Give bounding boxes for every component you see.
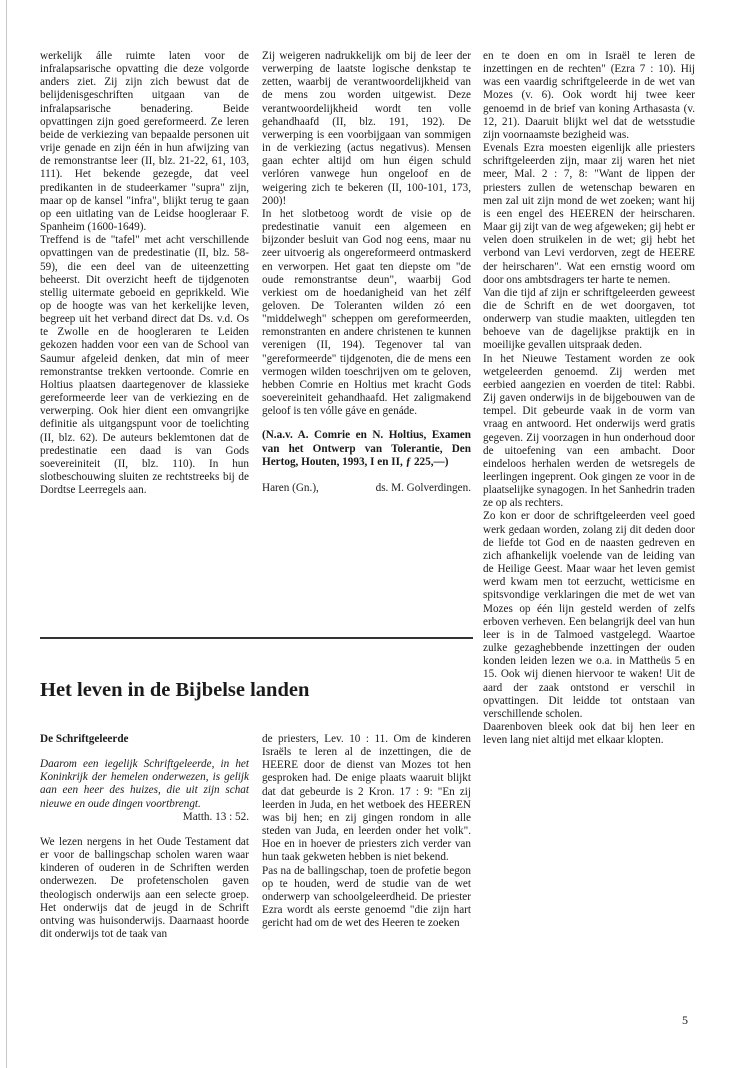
paragraph: Van die tijd af zijn er schriftgeleerden geweest die de Schrift en de wet doorgaven, tot onderwerp van studie maakten, uitlegden ten behoeve van de dagelijkse praktijk en in moeilijke gevallen uitspraak deden. (483, 286, 695, 352)
right-column (483, 50, 695, 1030)
section-divider (40, 637, 473, 639)
paragraph: Zo kon er door de schriftgeleerden veel goed werk gedaan worden, zolang zij dit deden door de liefde tot God en de naasten gedreven en zich afhankelijk voelende van de leiding van de Heilige Geest. Maar waar het leven gemist werd kwam men tot eerzucht, wetticisme en spitsvondige verklaringen die met de wet van Mozes op één lijn gesteld werden of zelfs erboven verheven. Een belangrijk deel van hun leer is in de Talmoed vastgelegd. Waartoe zulke gezaghebbende inzettingen der ouden konden leiden lezen we o.a. in Mattheüs 5 en 15. Ook wij dienen hiervoor te waken! Uit de aard der zaak ontstond er verschil in opvattingen. Dit leidde tot ontstaan van verschillende scholen. (483, 510, 695, 720)
paragraph: In het Nieuwe Testament worden ze ook wetgeleerden genoemd. Zij werden met eerbied aangezien en voerden de titel: Rabbi. Zij gaven onderwijs in de bijgebouwen van de tempel. Dit gebeurde vaak in de vorm van vraag en antwoord. Het onderwijs werd gratis gegeven. Zij voorzagen in hun onderhoud door de uitoefening van een ambacht. Door eindeloos herhalen werden de wetsregels de leerlingen ingeprent. Ook gingen ze voor in de plaatselijke synagogen. In het Sanhedrin traden ze op als rechters. (483, 352, 695, 510)
paragraph: Evenals Ezra moesten eigenlijk alle priesters schriftgeleerden zijn, maar zij waren het niet meer, Mal. 2 : 7, 8: "Want de lippen der priesters zullen de wetenschap bewaren en men zal uit zijn mond de wet zoeken; want hij is een engel des HEEREN der heirscharen. Maar gij zijt van de weg afgeweken; gij hebt er velen doen struikelen in de wet; gij hebt het verbond van Levi verdorven, zegt de HEERE der heirscharen". Wat een ernstig woord om door ons ambtsdragers ter harte te nemen. (483, 142, 695, 286)
page-edge-line (6, 0, 7, 1068)
bottom-article-column-2 (262, 733, 471, 1033)
paragraph: Zij weigeren nadrukkelijk om bij de leer der verwerping de laatste logische denkstap te zetten, waarbij de verantwoordelijkheid van de mens zou worden uitgewist. Deze verantwoordelijkheid wordt ten volle gehandhaafd (II, blz. 191, 192). De verwerping is een voorbijgaan van sommigen in de verkiezing (actus negativus). Mensen gaan echter altijd om hun éigen schuld verlóren vanwege hun ongeloof en de weigering zich te bekeren (II, 100-101, 173, 200)! (262, 50, 471, 207)
signature-name: ds. M. Golverdingen. (375, 481, 471, 494)
paragraph: In het slotbetoog wordt de visie op de predestinatie vanuit een algemeen en bijzonder besluit van God nog eens, maar nu zeer uitvoerig als ongereformeerd ontmaskerd en verworpen. Het gaat ten diepste om "de oude remonstrantse deun", waarbij God verkiest om de hoedanigheid van het zélf geloven. De Toleranten wilden zó een "middelwegh" scheppen om gereformeerden, remonstranten en andere christenen te kunnen verenigen (II, 194). Tegenover tal van "gereformeerde" tijdgenoten, die de mens een vermogen wilden toeschrijven om te geloven, hebben Comrie en Holtius met kracht Gods soevereiniteit gehandhaafd. Het zaligmakend geloof is ten vólle gáve en genáde. (262, 207, 471, 418)
signature-line (262, 482, 471, 495)
paragraph: Pas na de ballingschap, toen de profetie begon op te houden, werd de studie van de wet onderwerp van schoolgeleerdheid. De priester Ezra wordt als eerste genoemd "die zijn hart gericht had om de wet des Heeren te zoeken (262, 864, 471, 930)
signature-place: Haren (Gn.), (262, 481, 319, 494)
paragraph: en te doen en om in Israël te leren de inzettingen en de rechten" (Ezra 7 : 10). Hij was een vaardig schriftgeleerde in de wet van Mozes (v. 6). Ook wordt hij twee keer genoemd in de brief van koning Arthasasta (v. 12, 21). Daaruit blijkt wel dat de wetsstudie zijn voornaamste bezigheid was. (483, 50, 695, 141)
paragraph: Treffend is de "tafel" met acht verschillende opvattingen van de predestinatie (II, blz. 58-59), die een deel van de uiteenzetting beheerst. Dit overzicht heeft de tijdgenoten stellig uitermate geboeid en geprikkeld. Wie op de hoogte was van het kerkelijke leven, begreep uit het verband direct dat Ds. v.d. Os te Zwolle en de hoogleraren te Leiden gekozen hadden voor een van de School van Saumur afgeleid denken, dat min of meer remonstrantse trekken vertoonde. Comrie en Holtius plaatsen daartegenover de klassieke gereformeerde leer van de verkiezing en de verwerping. Ook hier dient een omvangrijke definitie als uitgangspunt voor de toelichting (II, blz. 62). De auteurs beklemtonen dat de predestinatie een daad is van Gods soevereiniteit (II, blz. 110). In hun slotbeschouwing sluiten ze rechtstreeks bij de Dordtse Leerregels aan. (40, 234, 249, 497)
top-article-column-1 (40, 50, 249, 640)
page-number: 5 (682, 1013, 688, 1027)
section-title: Het leven in de Bijbelse landen (40, 679, 310, 701)
epigraph: Daarom een iegelijk Schriftgeleerde, in het Koninkrijk der hemelen onderwezen, is gelijk aan een heer des huizes, die uit zijn schat nieuwe en oude dingen voortbrengt. (40, 758, 249, 810)
paragraph: We lezen nergens in het Oude Testament dat er voor de ballingschap scholen waren waar kinderen of ouderen in de Schriften werden onderwezen. De profetenscholen gaven theologisch onderwijs aan een selecte groep. Het onderwijs dat de jeugd in de Schrift ontving was huisonderwijs. Daarnaast hoorde dit onderwijs tot de taak van (40, 835, 249, 941)
source-note: (N.a.v. A. Comrie en N. Holtius, Examen van het Ontwerp van Tolerantie, Den Hertog, Houten, 1993, I en II, ƒ 225,—) (262, 429, 471, 468)
epigraph-reference: Matth. 13 : 52. (182, 810, 249, 823)
article-subheading: De Schriftgeleerde (40, 733, 129, 745)
paragraph: de priesters, Lev. 10 : 11. Om de kinderen Israëls te leren al de inzettingen, die de HEERE door de dienst van Mozes tot hen gesproken had. De enige plaats waaruit blijkt dat dat gebeurde is 2 Kron. 17 : 9: "En zij leerden in Juda, en het wetboek des HEEREN was bij hen; en zij gingen rondom in alle steden van Juda, en leerden onder het volk". Hoe en in hoever de priesters zich verder van hun taak gekweten hebben is niet bekend. (262, 733, 471, 864)
paragraph: werkelijk álle ruimte laten voor de infralapsarische opvatting die deze volgorde anders ziet. Zij zijn zich bewust dat de belijdenisgeschriften uitgaan van de infralapsarische benadering. Beide opvattingen zijn goed gereformeerd. Ze leren beide de verkiezing van bepaalde personen uit vrije genade en zijn één in hun afwijzing van de remonstrantse leer (II, blz. 21-22, 61, 103, 111). Het bekende gezegde, dat veel predikanten in de studeerkamer "supra" zijn, maar op de kansel "infra", blijkt terug te gaan op een uitlating van de Leidse hoogleraar F. Spanheim (1600-1649). (40, 50, 249, 234)
top-article-column-2 (262, 50, 471, 640)
paragraph: Daarenboven bleek ook dat bij hen leer en leven lang niet altijd met elkaar klopten. (483, 720, 695, 747)
bottom-article-column-1 (40, 733, 249, 1033)
